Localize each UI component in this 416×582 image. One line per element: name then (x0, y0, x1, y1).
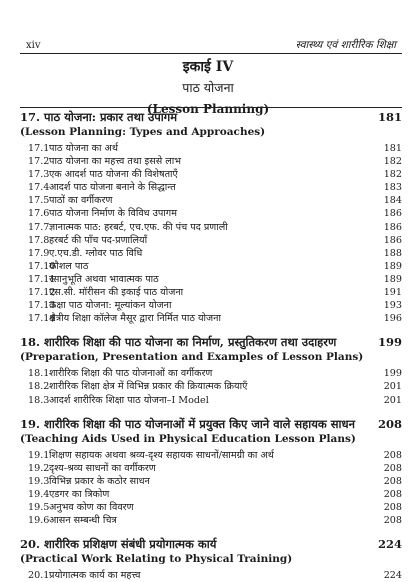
entry-label: एक आदर्श पाठ योजना की विशेषताएँ (49, 169, 178, 181)
toc-entry (20, 286, 402, 299)
entry-page-number: 208 (383, 488, 402, 500)
entry-label: कौशल पाठ (49, 260, 89, 272)
entry-label: अनुभव कोण का विवरण (49, 501, 134, 513)
page-number: xiv (26, 40, 41, 51)
entry-label: आदर्श शारीरिक शिक्षा पाठ योजना–I Model (49, 394, 209, 406)
chapter-title (20, 537, 402, 552)
chapter-page-number: 208 (377, 416, 402, 431)
entry-number: 18.3 (28, 394, 50, 406)
chapter-title-text: 17. पाठ योजना: प्रकार तथा उपागम (20, 110, 178, 124)
entry-number: 18.2 (28, 381, 50, 393)
entry-page-number: 191 (383, 287, 402, 299)
entry-number: 19.3 (28, 475, 50, 487)
toc-entry (20, 380, 402, 393)
entry-page-number: 186 (383, 234, 402, 246)
entry-page-number: 208 (383, 475, 402, 487)
chapter-page-number: 199 (377, 335, 402, 350)
chapter-title-text: 18. शारीरिक शिक्षा की पाठ योजना का निर्माण, प्रस्तुतिकरण तथा उदाहरण (20, 335, 337, 350)
entry-page-number: 196 (383, 313, 402, 325)
entry-number: 17.11 (28, 273, 56, 285)
entry-label: पाठ योजना निर्माण के विविध उपागम (49, 208, 177, 220)
entry-page-number: 208 (383, 462, 402, 474)
entry-page-number: 208 (383, 501, 402, 513)
entry-number: 19.5 (28, 501, 50, 513)
entry-label: पाठों का वर्गीकरण (49, 195, 113, 207)
chapter-title (20, 110, 402, 125)
entry-number: 17.3 (28, 169, 50, 181)
toc-chapter (20, 110, 402, 325)
header-rule (20, 53, 402, 54)
entry-page-number: 186 (383, 221, 402, 233)
entry-label: हरबर्ट की पाँच पद-प्रणालियाँ (49, 234, 148, 246)
entry-label: कक्षा पाठ योजना: मूल्यांकन योजना (49, 300, 172, 312)
unit-heading (0, 58, 416, 118)
entry-page-number: 224 (383, 570, 402, 582)
entry-page-number: 201 (383, 381, 402, 393)
unit-rule (20, 107, 402, 108)
toc-entry (20, 221, 402, 234)
entry-number: 20.1 (28, 570, 50, 582)
entry-page-number: 193 (383, 300, 402, 312)
toc-chapter (20, 417, 402, 528)
entry-label: प्रयोगात्मक कार्य का महत्त्व (49, 570, 141, 582)
toc-entry (20, 367, 402, 380)
chapter-title-text: 20. शारीरिक प्रशिक्षण संबंधी प्रयोगात्मक कार्य (20, 537, 217, 552)
toc-chapter (20, 335, 402, 406)
entry-number: 17.12 (28, 287, 56, 299)
entry-label: क्षेत्रीय शिक्षा कॉलेज मैसूर द्वारा निर्मित पाठ योजना (49, 313, 221, 325)
entry-page-number: 199 (383, 368, 402, 380)
entry-number: 18.1 (28, 368, 50, 380)
chapter-english-title: (Lesson Planning: Types and Approaches) (20, 126, 266, 138)
entry-page-number: 184 (383, 195, 402, 207)
toc-entry (20, 168, 402, 181)
entry-number: 19.4 (28, 488, 50, 500)
entry-page-number: 181 (383, 143, 402, 154)
entry-number: 17.4 (28, 182, 50, 194)
running-head: स्वास्थ्य एवं शारीरिक शिक्षा (295, 39, 396, 51)
entry-label: शारीरिक शिक्षा क्षेत्र में विभिन्न प्रकार की क्रियात्मक क्रियाएँ (49, 381, 248, 393)
toc-entry (20, 247, 402, 260)
toc-entry (20, 234, 402, 247)
unit-english-title: (Lesson Planning) (146, 102, 270, 116)
entry-page-number: 189 (383, 273, 402, 285)
toc-entry (20, 273, 402, 286)
entry-label: विभिन्न प्रकार के कठोर साधन (49, 475, 150, 487)
unit-title: इकाई IV (182, 59, 234, 75)
chapter-english-title: (Preparation, Presentation and Examples of Lesson Plans) (20, 351, 364, 364)
toc-entry (20, 475, 402, 488)
entry-label: ए.एच.डी. ग्लोवर पाठ विधि (49, 247, 143, 259)
entry-number: 17.6 (28, 208, 50, 220)
entry-label: पाठ योजना का महत्त्व तथा इससे लाभ (49, 156, 182, 168)
entry-number: 17.14 (28, 313, 56, 325)
toc-entry (20, 207, 402, 220)
entry-page-number: 182 (383, 156, 402, 168)
entry-label: शारीरिक शिक्षा की पाठ योजनाओं का वर्गीकरण (49, 368, 213, 380)
chapter-title (20, 417, 402, 432)
entry-label: एस.सी. मॉरीसन की इकाई पाठ योजना (49, 287, 184, 299)
toc-entry (20, 142, 402, 155)
entry-number: 17.1 (28, 143, 50, 154)
chapter-english-title: (Teaching Aids Used in Physical Education Lesson Plans) (20, 432, 356, 445)
toc-entry (20, 569, 402, 582)
entry-number: 17.10 (28, 260, 56, 272)
entry-page-number: 182 (383, 169, 402, 181)
entry-number: 17.7 (28, 221, 50, 233)
entry-label: एडगर का त्रिकोण (49, 488, 110, 500)
toc-chapter (20, 537, 402, 582)
entry-page-number: 183 (383, 182, 402, 194)
toc-entry (20, 155, 402, 168)
toc-entry (20, 394, 402, 407)
entry-label: रसानुभूति अथवा भावात्मक पाठ (49, 273, 159, 285)
toc-entry (20, 501, 402, 514)
entry-page-number: 201 (383, 394, 402, 406)
unit-subtitle: पाठ योजना (182, 80, 234, 95)
entry-label: पाठ योजना का अर्थ (49, 143, 118, 154)
chapter-title (20, 335, 402, 350)
entry-page-number: 208 (383, 449, 402, 461)
table-of-contents (20, 110, 402, 582)
entry-number: 19.6 (28, 515, 50, 527)
chapter-title-text: 19. शारीरिक शिक्षा की पाठ योजनाओं में प्रयुक्त किए जाने वाले सहायक साधन (20, 416, 355, 431)
entry-page-number: 189 (383, 260, 402, 272)
entry-number: 19.2 (28, 462, 50, 474)
entry-label: शिक्षण सहायक अथवा श्रव्य-दृश्य सहायक साधनों/सामग्री का अर्थ (49, 449, 274, 461)
chapter-english-title: (Practical Work Relating to Physical Training) (20, 553, 293, 566)
toc-entry (20, 514, 402, 527)
entry-number: 17.5 (28, 195, 50, 207)
entry-page-number: 188 (383, 247, 402, 259)
chapter-page-number: 224 (377, 537, 402, 552)
toc-entry (20, 488, 402, 501)
toc-entry (20, 194, 402, 207)
entry-page-number: 186 (383, 208, 402, 220)
toc-entry (20, 181, 402, 194)
toc-entry (20, 449, 402, 462)
entry-number: 17.9 (28, 247, 50, 259)
entry-label: दृश्य-श्रव्य साधनों का वर्गीकरण (49, 462, 156, 474)
toc-entry (20, 260, 402, 273)
toc-entry (20, 462, 402, 475)
entry-number: 17.8 (28, 234, 50, 246)
entry-label: आसन सम्बन्धी चित्र (49, 515, 117, 527)
entry-number: 19.1 (28, 449, 50, 461)
chapter-page-number: 181 (377, 110, 402, 124)
entry-label: ज्ञानात्मक पाठ: हरबर्ट, एच.एफ. की पंच पद प्रणाली (49, 221, 228, 233)
page-header (0, 0, 416, 50)
entry-page-number: 208 (383, 515, 402, 527)
toc-entry (20, 299, 402, 312)
entry-number: 17.2 (28, 156, 50, 168)
entry-number: 17.13 (28, 300, 56, 312)
entry-label: आदर्श पाठ योजना बनाने के सिद्धान्त (49, 182, 176, 194)
toc-entry (20, 312, 402, 325)
